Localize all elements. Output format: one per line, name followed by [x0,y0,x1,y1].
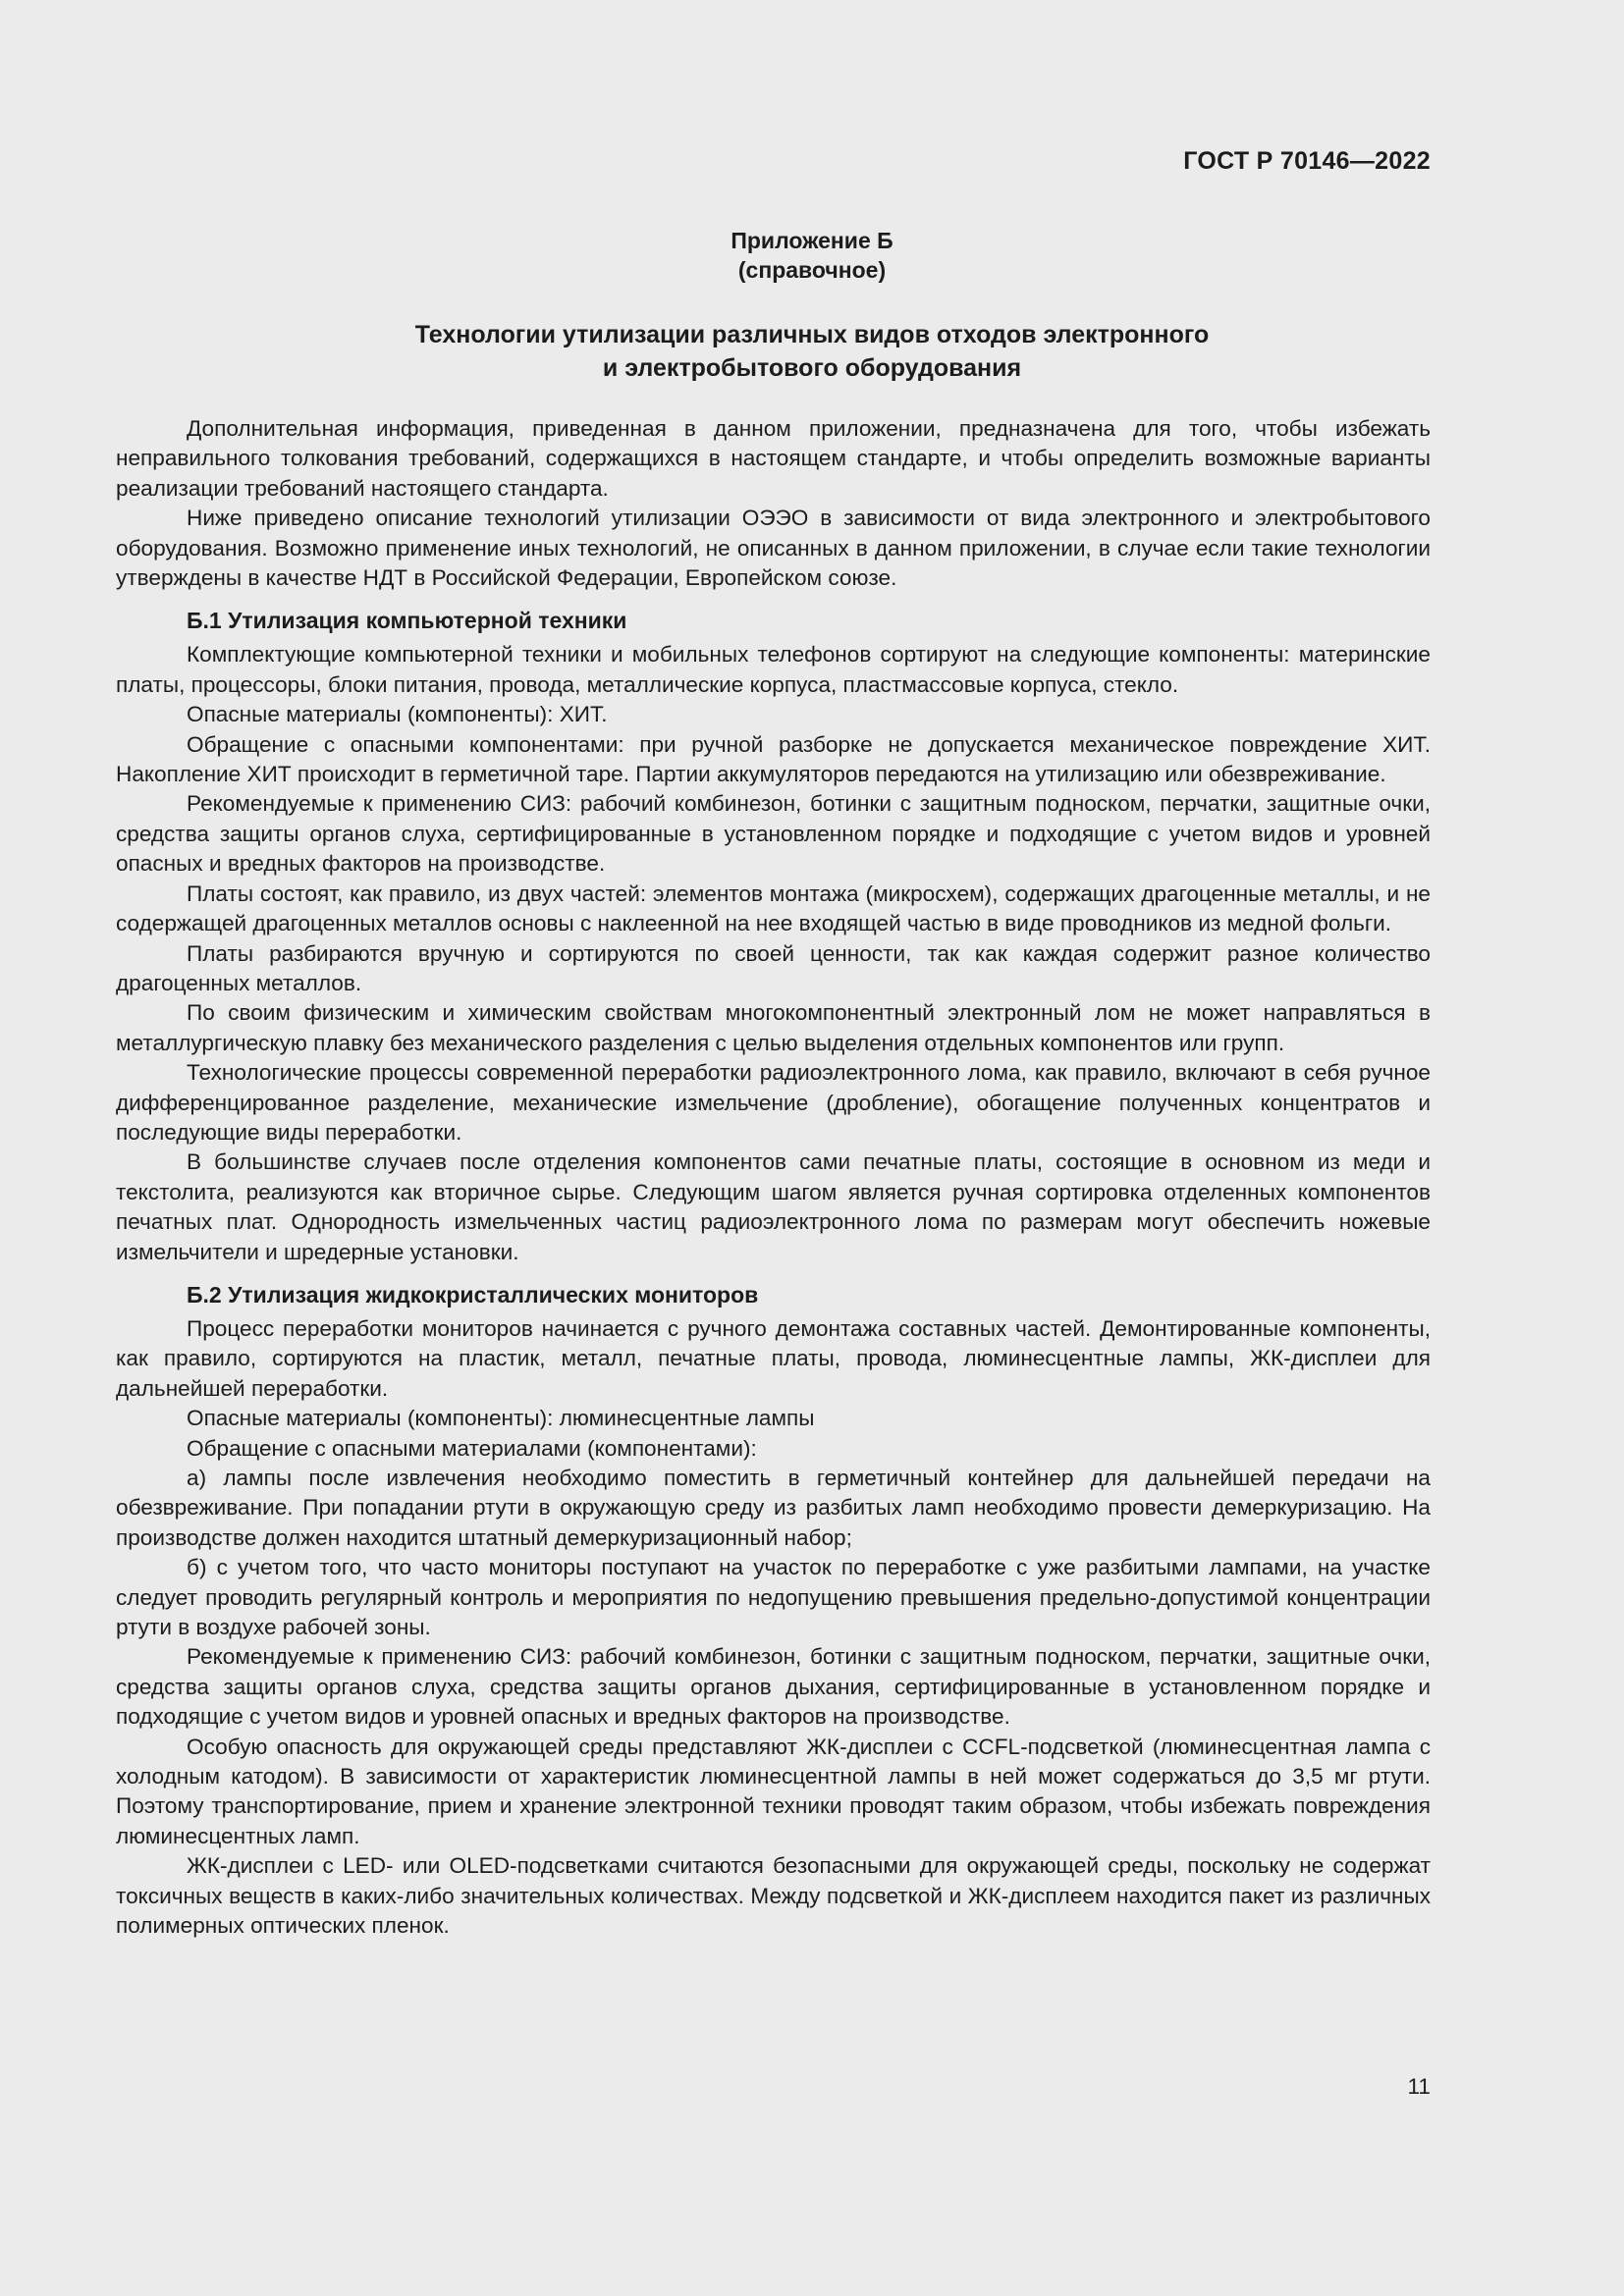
appendix-heading [0,226,1624,285]
appendix-type: (справочное) [737,257,887,283]
section-b2-paragraph: б) с учетом того, что часто мониторы поступают на участок по переработке с уже разбитыми лампами, на участке следует проводить регулярный контроль и мероприятия по недопущению превышения предельно-допустимой концентрации ртути в воздухе рабочей зоны. [116,1555,1431,1640]
intro-paragraph: Ниже приведено описание технологий утилизации ОЭЭО в зависимости от вида электронного и электробытового оборудования. Возможно применение иных технологий, не описанных в данном приложении, в случае если такие технологии утверждены в качестве НДТ в Российской Федерации, Европейском союзе. [116,506,1431,591]
section-b1-paragraph: По своим физическим и химическим свойствам многокомпонентный электронный лом не может направляться в металлургическую плавку без механического разделения с целью выделения отдельных компонентов или групп. [116,1000,1431,1055]
appendix-main-title [0,318,1624,385]
document-body [116,414,1431,1942]
title-line-2: и электробытового оборудования [602,354,1022,382]
section-b1-paragraph: В большинстве случаев после отделения компонентов сами печатные платы, состоящие в основном из меди и текстолита, реализуются как вторичное сырье. Следующим шагом является ручная сортировка отделенных компонентов печатных плат. Однородность измельченных частиц радиоэлектронного лома по размерам могут обеспечить ножевые измельчители и шредерные установки. [116,1149,1431,1264]
section-b2-paragraph: Особую опасность для окружающей среды представляют ЖК-дисплеи с CCFL-подсветкой (люминесцентная лампа с холодным катодом). В зависимости от характеристик люминесцентной лампы в ней может содержаться до 3,5 мг ртути. Поэтому транспортирование, прием и хранение электронной техники проводят таким образом, чтобы избежать повреждения люминесцентных ламп. [116,1734,1431,1848]
section-b2-paragraph: ЖК-дисплеи с LED- или OLED-подсветками считаются безопасными для окружающей среды, поскольку не содержат токсичных веществ в каких-либо значительных количествах. Между подсветкой и ЖК-дисплеем находится пакет из различных полимерных оптических пленок. [116,1853,1431,1939]
intro-paragraph: Дополнительная информация, приведенная в данном приложении, предназначена для того, чтобы избежать неправильного толкования требований, содержащихся в настоящем стандарте, и чтобы определить возможные варианты реализации требований настоящего стандарта. [116,416,1431,501]
section-b1-paragraph: Рекомендуемые к применению СИЗ: рабочий комбинезон, ботинки с защитным подноском, перчатки, защитные очки, средства защиты органов слуха, сертифицированные в установленном порядке и подходящие с учетом видов и уровней опасных и вредных факторов на производстве. [116,791,1431,877]
section-b1-paragraph: Платы разбираются вручную и сортируются по своей ценности, так как каждая содержит разное количество драгоценных металлов. [116,940,1431,995]
section-b2-paragraph: Процесс переработки мониторов начинается с ручного демонтажа составных частей. Демонтированные компоненты, как правило, сортируются на пластик, металл, печатные платы, провода, люминесцентные лампы, ЖК-дисплеи для дальнейшей переработки. [116,1315,1431,1401]
section-b1-paragraph: Опасные материалы (компоненты): ХИТ. [187,702,608,727]
section-b2-heading: Б.2 Утилизация жидкокристаллических мониторов [187,1281,759,1308]
section-b1-paragraph: Платы состоят, как правило, из двух частей: элементов монтажа (микросхем), содержащих драгоценные металлы, и не содержащей драгоценных металлов основы с наклеенной на нее входящей частью в виде проводников из медной фольги. [116,881,1431,936]
section-b2-paragraph: Опасные материалы (компоненты): люминесцентные лампы [187,1406,815,1431]
appendix-title: Приложение Б [731,228,893,253]
document-code: ГОСТ Р 70146—2022 [1183,147,1431,175]
section-b1-paragraph: Технологические процессы современной переработки радиоэлектронного лома, как правило, включают в себя ручное дифференцированное разделение, механические измельчение (дробление), обогащение полученных концентратов и последующие виды переработки. [116,1060,1431,1145]
section-b1-paragraph: Обращение с опасными компонентами: при ручной разборке не допускается механическое повреждение ХИТ. Накопление ХИТ происходит в герметичной таре. Партии аккумуляторов передаются на утилизацию или обезвреживание. [116,731,1431,787]
page-number: 11 [1407,2074,1431,2099]
section-b2-paragraph: Рекомендуемые к применению СИЗ: рабочий комбинезон, ботинки с защитным подноском, перчатки, защитные очки, средства защиты органов слуха, средства защиты органов дыхания, сертифицированные в установленном порядке и подходящие с учетом видов и уровней опасных и вредных факторов на производстве. [116,1644,1431,1730]
section-b2-paragraph: Обращение с опасными материалами (компонентами): [187,1435,757,1461]
section-b2-paragraph: а) лампы после извлечения необходимо поместить в герметичный контейнер для дальнейшей передачи на обезвреживание. При попадании ртути в окружающую среду из разбитых ламп необходимо провести демеркуризацию. На производстве должен находится штатный демеркуризационный набор; [116,1466,1431,1550]
section-b1-heading: Б.1 Утилизация компьютерной техники [187,608,627,634]
section-b1-paragraph: Комплектующие компьютерной техники и мобильных телефонов сортируют на следующие компоненты: материнские платы, процессоры, блоки питания, провода, металлические корпуса, пластмассовые корпуса, стекло. [116,642,1431,697]
title-line-1: Технологии утилизации различных видов отходов электронного [414,321,1210,348]
